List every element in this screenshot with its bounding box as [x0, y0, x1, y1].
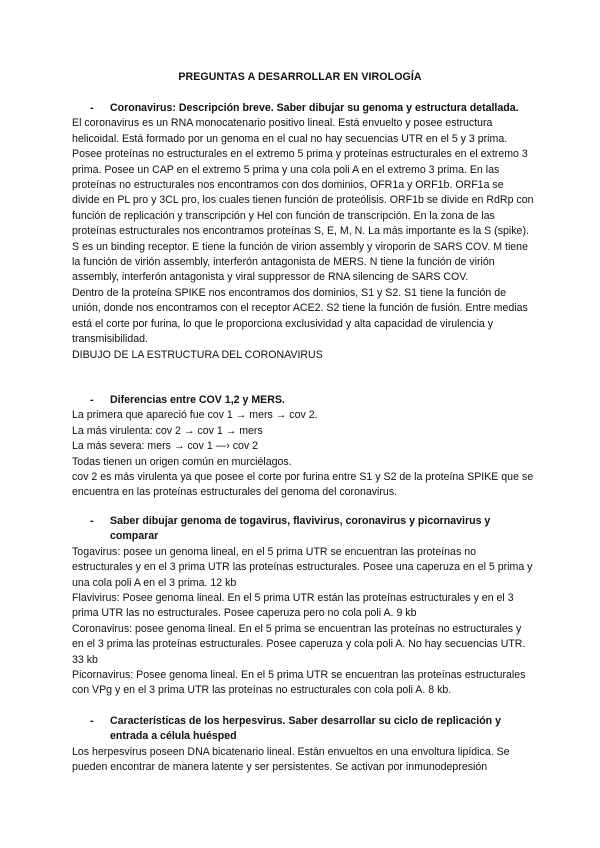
paragraph: Flavivirus: Posee genoma lineal. En el 5 prima UTR están las proteínas estructurales y en el 3 prima UTR las no estructurales. Posee caperuza pero no cola poli A. 9 kb: [72, 592, 514, 620]
paragraph: Picornavirus: Posee genoma lineal. En el 5 prima UTR se encuentran las proteínas estructurales con VPg y en el 3 prima UTR las proteínas no estructurales con cola poli A. 8 kb.: [72, 669, 526, 697]
section-cov-differences: [72, 393, 534, 501]
paragraph: El coronavirus es un RNA monocatenario positivo lineal. Está envuelto y posee estructura helicoidal. Está formado por un genoma en el cual no hay secuencias UTR en el 5 y 3 prima. Posee proteínas no estructurales en el extremo 5 prima y proteínas estructurales en el extremo 3 prima. Posee un CAP en el extremo 5 prima y una cola poli A en el extremo 3 prima. En las proteínas no estructurales nos encontramos con dos dominios, OFR1a y ORF1b. ORF1a se divide en PL pro y 3CL pro, los cuales tienen función de proteólisis. ORF1b se divide en RdRp con función de replicación y transcripción y Hel con función de transcripción. En la zona de las proteínas estructurales nos encontramos proteínas S, E, M, N. La más importante es la S (spike). S es un binding receptor. E tiene la función de virion assembly y viroporin de SARS COV. M tiene la función de virión assembly, interferón antagonista de MERS. N tiene la función de virión assembly, interferón antagonista y viral suppressor de RNA silencing de SARS COV.: [72, 117, 534, 284]
question-heading: [72, 101, 534, 116]
paragraph: Dentro de la proteína SPIKE nos encontramos dos dominios, S1 y S2. S1 tiene la función de unión, donde nos encontramos con el receptor ACE2. S2 tiene la función de fusión. Entre medias está el corte por furina, lo que le proporciona exclusividad y alta capacidad de virulencia y transmisibilidad.: [72, 286, 528, 346]
paragraph: Togavirus: posee un genoma lineal, en el 5 prima UTR se encuentran las proteínas no estructurales y en el 3 prima UTR las proteínas estructurales. Posee una caperuza en el 5 prima y una cola poli A en el 3 prima. 12 kb: [72, 545, 533, 589]
question-heading: [72, 393, 534, 408]
section-coronavirus: [72, 101, 534, 363]
question-text: Diferencias entre COV 1,2 y MERS.: [110, 394, 285, 406]
paragraph: La más virulenta: cov 2 → cov 1 → mers: [72, 424, 263, 437]
section-genome-comparison: [72, 514, 534, 699]
paragraph: Todas tienen un origen común en murciélagos.: [72, 455, 292, 468]
section-herpesvirus: [72, 714, 534, 776]
paragraph: La más severa: mers → cov 1 —› cov 2: [72, 440, 259, 453]
bullet-dash: -: [90, 394, 94, 406]
question-text: Saber dibujar genoma de togavirus, flavivirus, coronavirus y picornavirus y comparar: [110, 515, 491, 543]
bullet-dash: -: [90, 515, 94, 527]
bullet-dash: -: [90, 715, 94, 727]
paragraph: DIBUJO DE LA ESTRUCTURA DEL CORONAVIRUS: [72, 348, 323, 361]
question-heading: [72, 514, 534, 545]
question-heading: [72, 714, 534, 745]
paragraph: Coronavirus: posee genoma lineal. En el 5 prima se encuentran las proteínas no estructurales y en el 3 prima las proteínas estructurales. Posee caperuza y cola poli A. No hay secuencias UTR. 33 kb: [72, 622, 526, 666]
paragraph: Los herpesvirus poseen DNA bicatenario lineal. Están envueltos en una envoltura lipídica. Se pueden encontrar de manera latente y ser persistentes. Se activan por inmunodepresión: [72, 745, 510, 774]
paragraph: La primera que apareció fue cov 1 → mers → cov 2.: [72, 409, 318, 422]
paragraph: cov 2 es más virulenta ya que posee el corte por furina entre S1 y S2 de la proteína SPIKE que se encuentra en las proteínas estructurales del genoma del coronavirus.: [72, 471, 534, 499]
page-title: PREGUNTAS A DESARROLLAR EN VIROLOGÍA: [178, 71, 422, 83]
question-text: Características de los herpesvirus. Saber desarrollar su ciclo de replicación y entrada a célula huésped: [110, 715, 501, 743]
bullet-dash: -: [90, 102, 94, 114]
question-text: Coronavirus: Descripción breve. Saber dibujar su genoma y estructura detallada.: [110, 102, 519, 114]
